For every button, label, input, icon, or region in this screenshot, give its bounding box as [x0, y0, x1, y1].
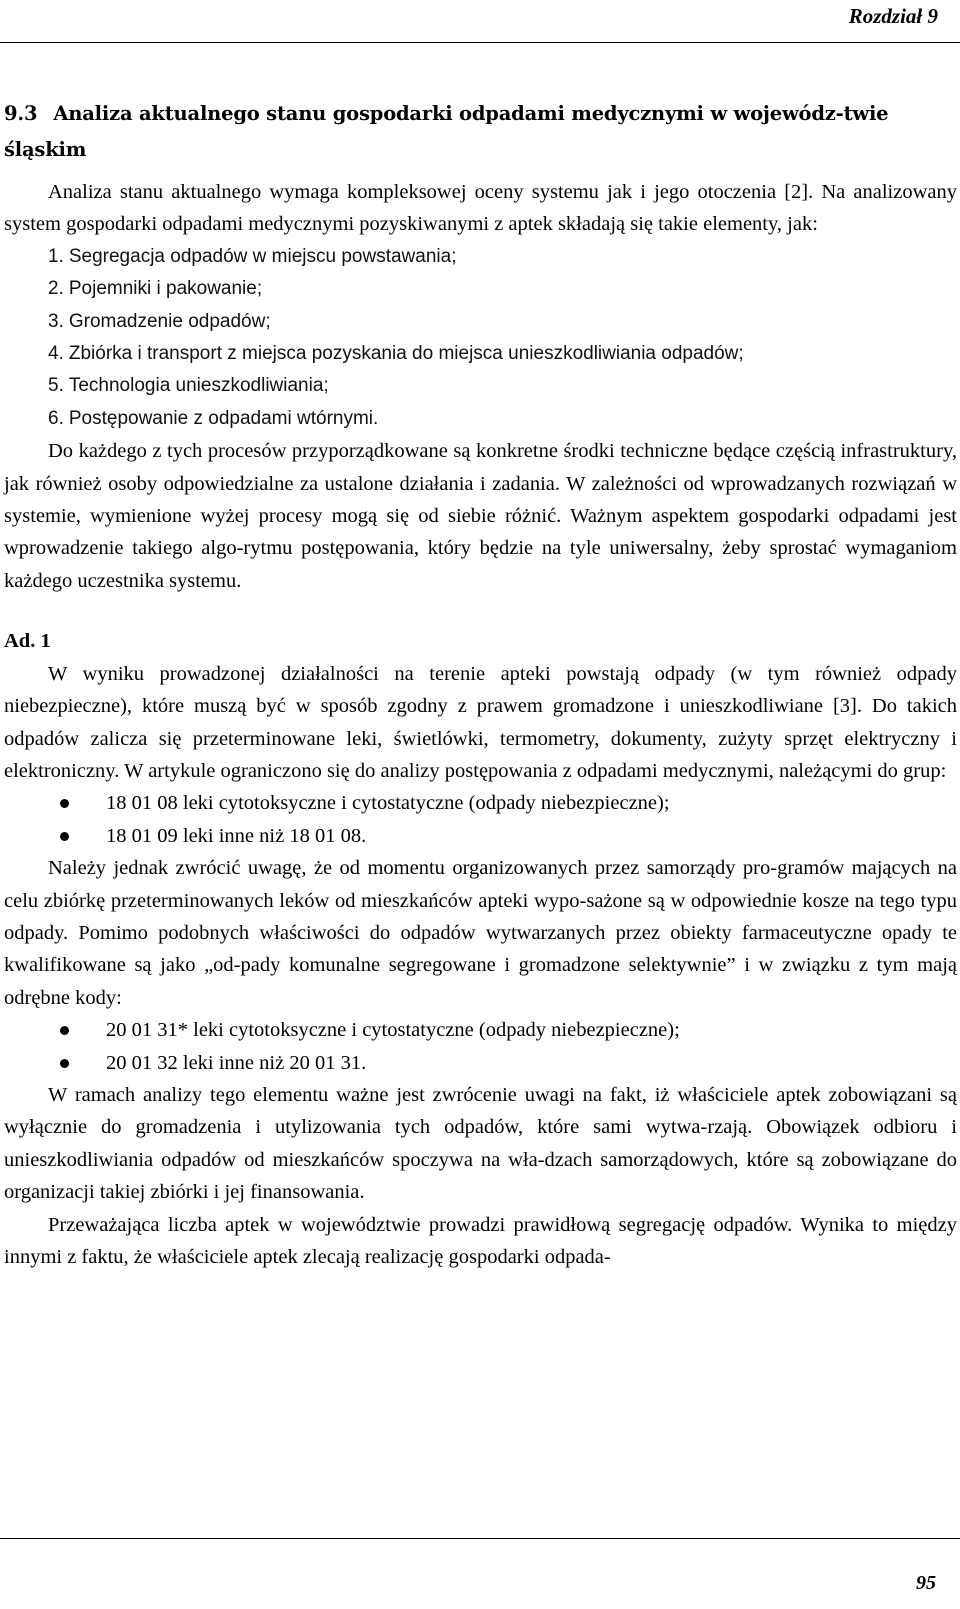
waste-codes-list-1 — [4, 787, 957, 852]
page-number: 95 — [916, 1572, 936, 1594]
processes-paragraph: Do każdego z tych procesów przyporządkowane są konkretne środki techniczne będące częścią infrastruktury, jak również osoby odpowiedzialne za ustalone działania i zadania. W zależności od wprowadzanych rozwiązań w systemie, wymienione wyżej procesy mogą się od siebie różnić. Ważnym aspektem gospodarki odpadami jest wprowadzenie takiego algo-rytmu postępowania, który będzie na tyle uniwersalny, żeby sprostać wymaganiom każdego uczestnika systemu. — [4, 440, 957, 592]
waste-codes-list-2 — [4, 1014, 957, 1079]
footer-divider — [0, 1538, 960, 1539]
ad1-paragraph-3: W ramach analizy tego elementu ważne jest zwrócenie uwagi na fakt, iż właściciele aptek zobowiązani są wyłącznie do gromadzenia i utylizowania tych odpadów, które sami wytwa-rzają. Obowiązek odbioru i unieszkodliwiania odpadów od mieszkańców spoczywa na wła-dzach samorządowych, które są zobowiązane do organizacji takiej zbiórki i jej finansowania. — [4, 1083, 957, 1204]
section-heading — [4, 96, 954, 168]
ad1-paragraph-2: Należy jednak zwrócić uwagę, że od momentu organizowanych przez samorządy pro-gramów mających na celu zbiórkę przeterminowanych leków od mieszkańców apteki wypo-sażone są w odpowiednie kosze na tego typu odpady. Pomimo podobnych właściwości do odpadów wytwarzanych przez obiekty farmaceutyczne opady te kwalifikowane są jako „od-pady komunalne segregowane i gromadzone selektywnie” i w związku z tym mają odrębne kody: — [4, 857, 957, 1009]
list-item: 4. Zbiórka i transport z miejsca pozyskania do miejsca unieszkodliwiania odpadów; — [48, 343, 744, 365]
ad1-paragraph-4: Przeważająca liczba aptek w województwie prowadzi prawidłową segregację odpadów. Wynika to między innymi z faktu, że właściciele aptek zlecają realizację gospodarki odpada- — [4, 1213, 957, 1268]
body-text — [4, 176, 957, 1273]
bullet-icon — [60, 799, 69, 808]
ad1-paragraph-1: W wyniku prowadzonej działalności na terenie apteki powstają odpady (w tym również odpady niebezpieczne), które muszą być w sposób zgodny z prawem gromadzone i unieszkodliwiane [3]. Do takich odpadów zalicza się przeterminowane leki, świetlówki, termometry, dokumenty, zużyty sprzęt elektryczny i elektroniczny. W artykule ograniczono się do analizy postępowania z odpadami medycznymi, należącymi do grup: — [4, 662, 957, 782]
list-item: 6. Postępowanie z odpadami wtórnymi. — [48, 407, 379, 429]
list-item: 20 01 31* leki cytotoksyczne i cytostatyczne (odpady niebezpieczne); — [60, 1014, 957, 1046]
intro-paragraph: Analiza stanu aktualnego wymaga kompleksowej oceny systemu jak i jego otoczenia [2]. Na analizowany system gospodarki odpadami medycznymi pozyskiwanymi z aptek składają się takie elementy, jak: — [4, 181, 957, 236]
section-number: 9.3 — [4, 102, 38, 125]
list-item: 1. Segregacja odpadów w miejscu powstawania; — [48, 245, 457, 267]
list-item: 18 01 08 leki cytotoksyczne i cytostatyczne (odpady niebezpieczne); — [60, 787, 957, 819]
list-item: 3. Gromadzenie odpadów; — [48, 310, 271, 332]
list-item: 20 01 32 leki inne niż 20 01 31. — [60, 1047, 957, 1079]
system-elements-list — [4, 241, 957, 435]
section-title: Analiza aktualnego stanu gospodarki odpadami medycznymi w wojewódz-twie śląskim — [4, 102, 889, 161]
bullet-icon — [60, 832, 69, 841]
bullet-icon — [60, 1059, 69, 1068]
list-item: 5. Technologia unieszkodliwiania; — [48, 375, 329, 397]
list-item: 18 01 09 leki inne niż 18 01 08. — [60, 820, 957, 852]
bullet-icon — [60, 1026, 69, 1035]
list-item: 2. Pojemniki i pakowanie; — [48, 278, 263, 300]
ad1-heading: Ad. 1 — [4, 630, 51, 653]
running-header-chapter: Rozdział 9 — [848, 4, 938, 28]
header-divider — [0, 42, 960, 43]
